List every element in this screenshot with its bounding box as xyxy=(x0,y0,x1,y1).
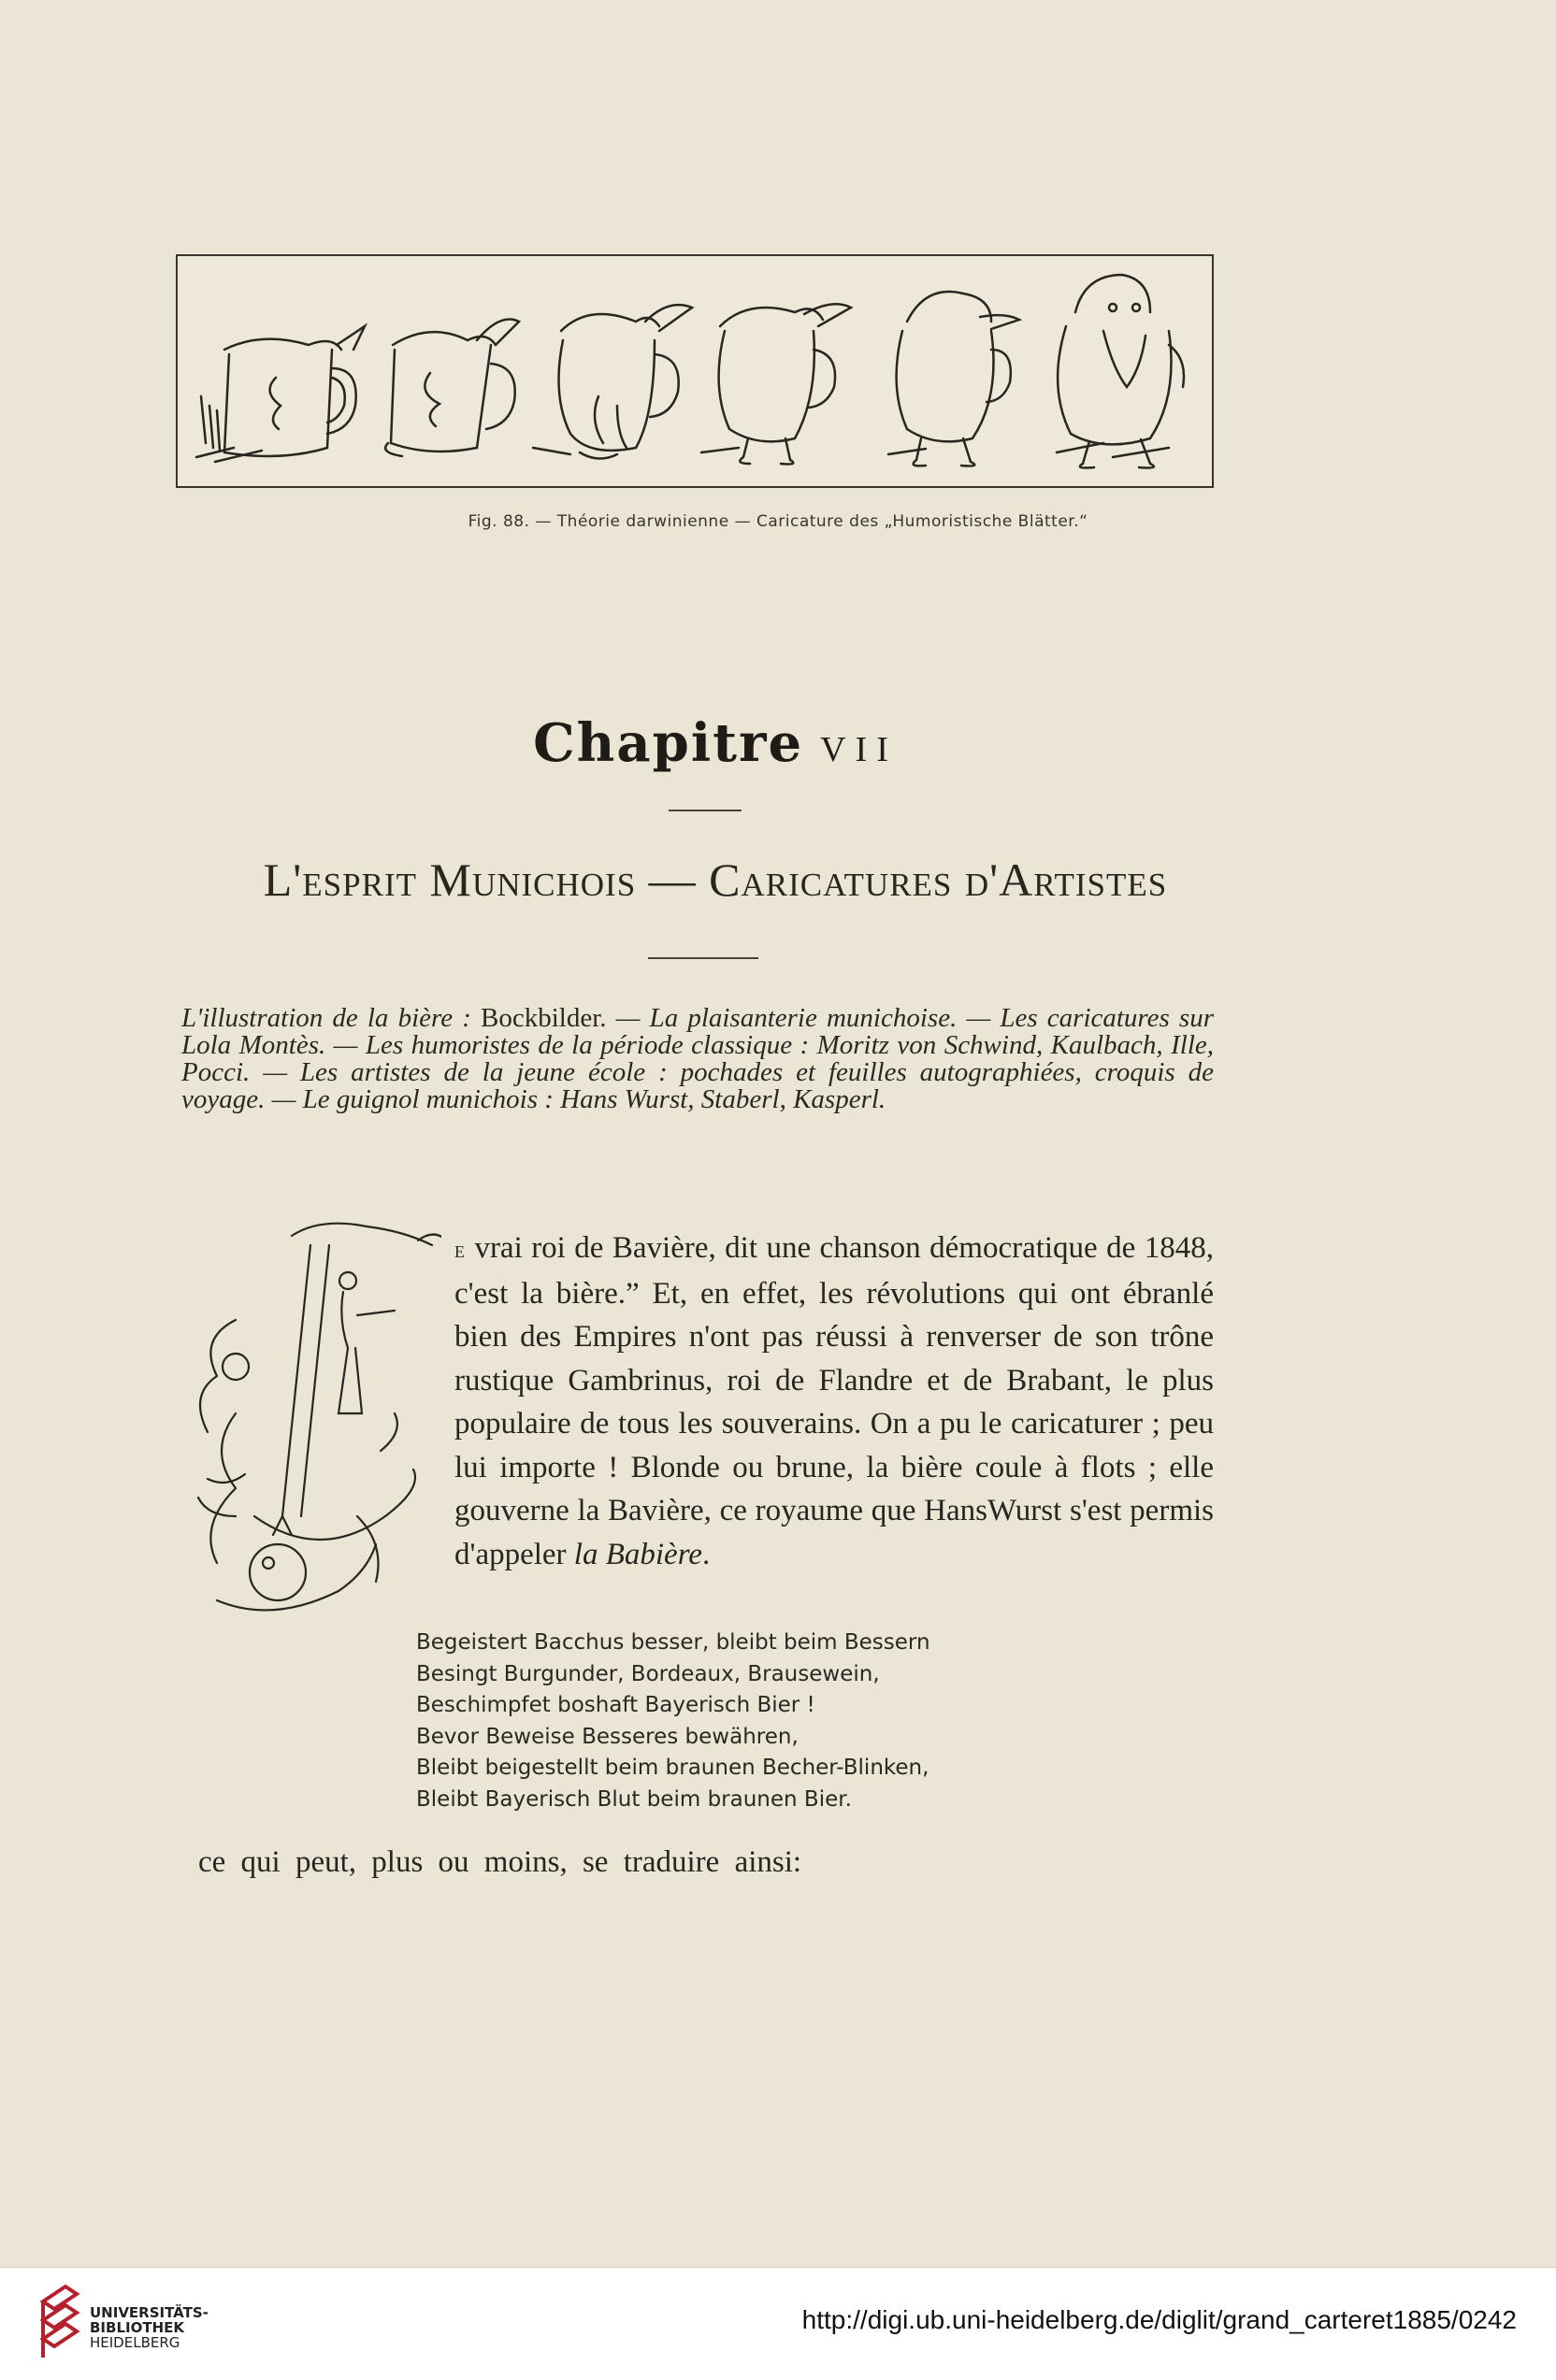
mug-2 xyxy=(385,320,519,457)
beer-mug-evolution-illustration xyxy=(178,256,1212,486)
body-text: vrai roi de Bavière, dit une chanson démocratique de 1848, c'est la bière.” Et, en effet, les révolutions qui ont ébranlé bien des Empires n'ont pas réussi à renverser de son trône rustique Gambrinus, roi de Flandre et de Brabant, le plus populaire de tous les souverains. On a pu le caricaturer ; peu lui importe ! Blonde ou brune, la bière coule à flots ; elle gouverne la Bavière, ce royaume que HansWurst s'est permis d'appeler xyxy=(454,1231,1214,1571)
figure-caption: Fig. 88. — Théorie darwinienne — Caricature des „Humoristische Blätter.“ xyxy=(468,512,1088,531)
dropcap-continuation: e xyxy=(454,1236,466,1263)
mug-1 xyxy=(201,326,365,456)
mug-6 xyxy=(1058,275,1184,468)
poem-line: Beschimpfet boshaft Bayerisch Bier ! xyxy=(416,1693,815,1717)
ornamental-dropcap-L xyxy=(180,1208,441,1619)
summary-part-3: — La plaisanterie munichoise. — Les caricatures sur Lola Montès. — Les humoristes de la période classique : Moritz von Schwind, Kaulbach, Ille, Pocci. — Les artistes de la jeune école : pochades et feuilles autographiées, croquis de voyage. — Le guignol munichois : Hans Wurst, Staberl, Kasperl. xyxy=(181,1003,1214,1114)
rule-bottom xyxy=(648,957,758,959)
mug-5 xyxy=(897,292,1019,466)
library-line-2: BIBLIOTHEK xyxy=(90,2319,184,2336)
poem-line: Besingt Burgunder, Bordeaux, Brausewein, xyxy=(416,1661,880,1686)
chapter-heading xyxy=(0,712,1431,774)
chapter-title: L'esprit Munichois — Caricatures d'Artistes xyxy=(263,853,1168,906)
german-poem xyxy=(416,1627,930,1815)
body-italic: la Babière xyxy=(573,1537,702,1571)
source-url-link[interactable]: http://digi.ub.uni-heidelberg.de/diglit/grand_carteret1885/0242 xyxy=(801,2305,1517,2334)
library-line-1: UNIVERSITÄTS- xyxy=(90,2304,209,2321)
rule-top xyxy=(669,810,742,811)
chapter-numeral: VII xyxy=(820,730,898,769)
mug-4 xyxy=(719,304,851,464)
poem-line: Bevor Beweise Besseres bewähren, xyxy=(416,1724,799,1749)
chapter-summary xyxy=(181,1005,1214,1113)
library-name xyxy=(90,2305,209,2350)
poem-line: Bleibt Bayerisch Blut beim braunen Bier. xyxy=(416,1786,852,1812)
ub-heidelberg-logo-icon xyxy=(37,2283,82,2363)
poem-line: Bleibt beigestellt beim braunen Becher-Blinken, xyxy=(416,1756,929,1780)
digitization-footer xyxy=(0,2267,1556,2380)
chapter-word: Chapitre xyxy=(533,712,804,774)
summary-part-2: Bockbilder. xyxy=(481,1003,607,1033)
closing-line: ce qui peut, plus ou moins, se traduire ainsi: xyxy=(198,1845,802,1879)
body-paragraph xyxy=(454,1226,1214,1576)
body-period: . xyxy=(701,1537,711,1571)
library-line-3: HEIDELBERG xyxy=(90,2334,180,2351)
poem-line: Begeistert Bacchus besser, bleibt beim Bessern xyxy=(416,1630,930,1655)
mug-3 xyxy=(559,305,693,458)
figure-88-beer-mugs xyxy=(176,254,1214,488)
summary-part-1: L'illustration de la bière : xyxy=(181,1003,481,1033)
